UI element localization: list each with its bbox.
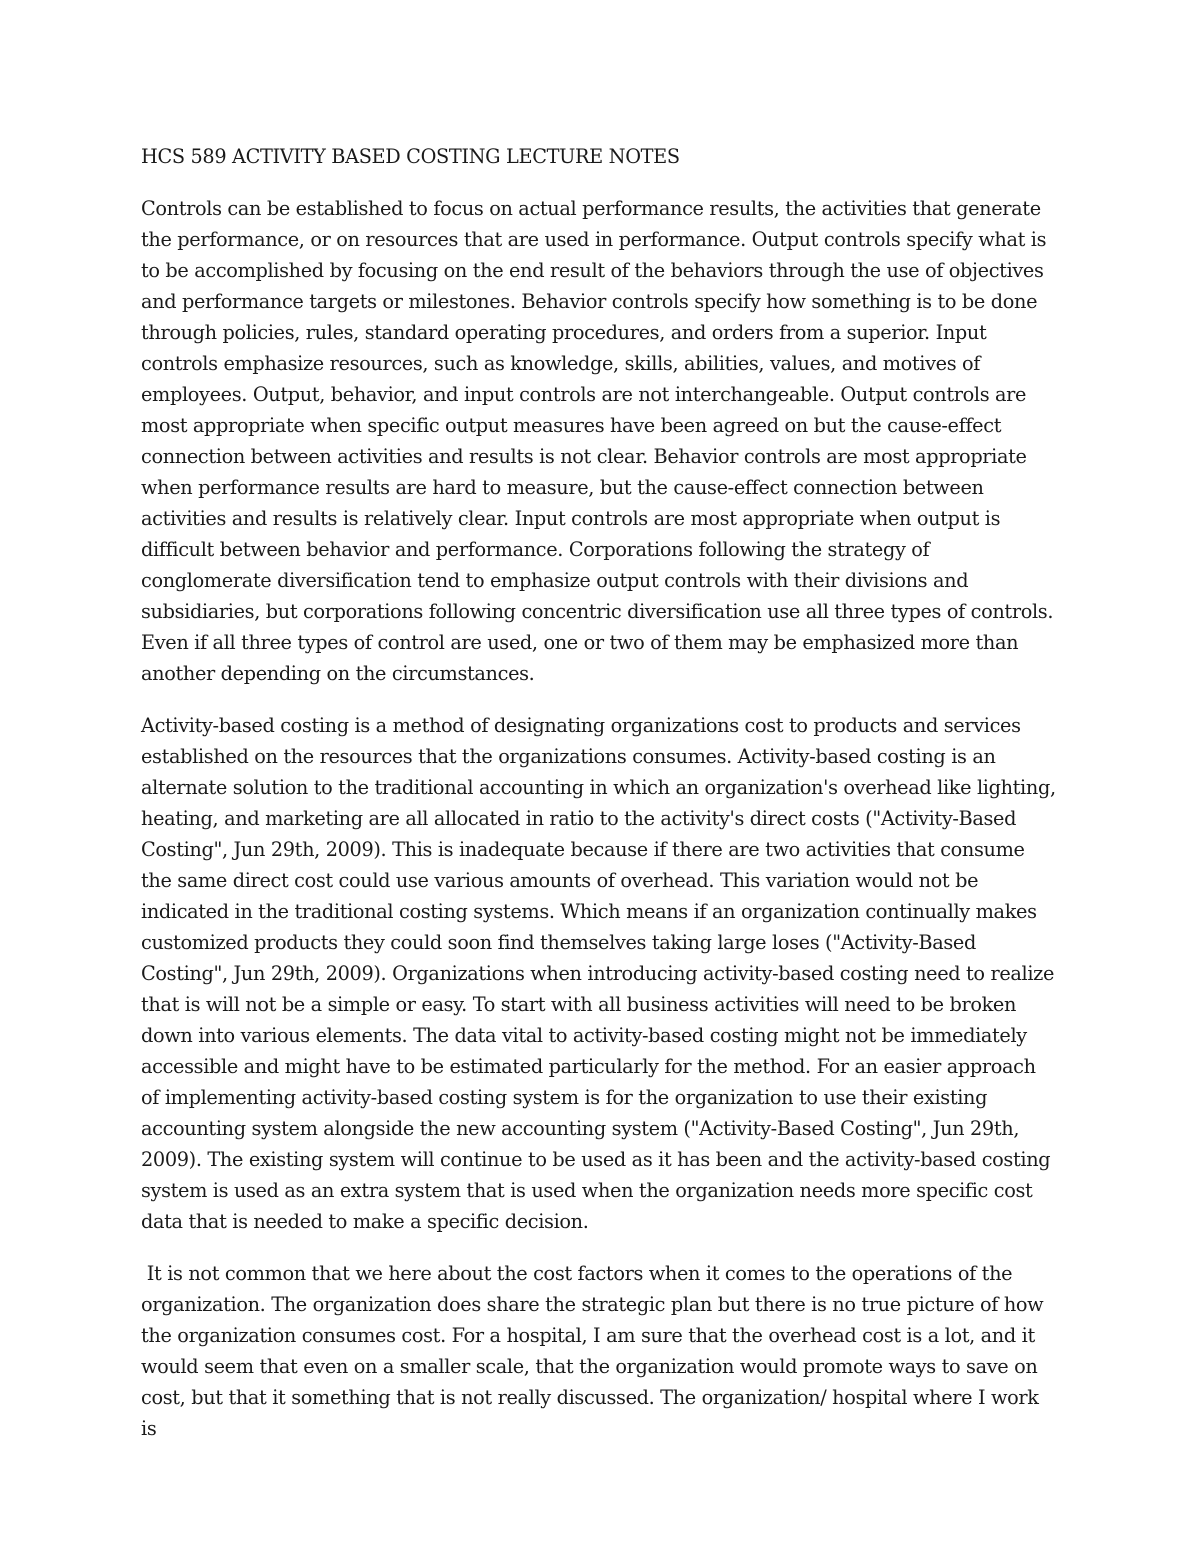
paragraph-activity-based-costing: Activity-based costing is a method of designating organizations cost to products and services established on the resources that the organizations consumes. Activity-based costing is an alternate solution to the traditional accounting in which an organization's overhead like lighting, heating, and marketing are all allocated in ratio to the activity's direct costs ("Activity-Based Costing", Jun 29th, 2009). This is inadequate because if there are two activities that consume the same direct cost could use various amounts of overhead. This variation would not be indicated in the traditional costing systems. Which means if an organization continually makes customized products they could soon find themselves taking large loses ("Activity-Based Costing", Jun 29th, 2009). Organizations when introducing activity-based costing need to realize that is will not be a simple or easy. To start with all business activities will need to be broken down into various elements. The data vital to activity-based costing might not be immediately accessible and might have to be estimated particularly for the method. For an easier approach of implementing activity-based costing system is for the organization to use their existing accounting system alongside the new accounting system ("Activity-Based Costing", Jun 29th, 2009). The existing system will continue to be used as it has been and the activity-based costing system is used as an extra system that is used when the organization needs more specific cost data that is needed to make a specific decision. [141, 714, 1056, 1233]
document-title: HCS 589 ACTIVITY BASED COSTING LECTURE NOTES [141, 145, 680, 168]
paragraph-cost-factors: It is not common that we here about the cost factors when it comes to the operations of the organization. The organization does share the strategic plan but there is no true picture of how the organization consumes cost. For a hospital, I am sure that the overhead cost is a lot, and it would seem that even on a smaller scale, that the organization would promote ways to save on cost, but that it something that is not really discussed. The organization/ hospital where I work is [141, 1262, 1050, 1440]
paragraph-controls: Controls can be established to focus on actual performance results, the activities that generate the performance, or on resources that are used in performance. Output controls specify what is to be accomplished by focusing on the end result of the behaviors through the use of objectives and performance targets or milestones. Behavior controls specify how something is to be done through policies, rules, standard operating procedures, and orders from a superior. Input controls emphasize resources, such as knowledge, skills, abilities, values, and motives of employees. Output, behavior, and input controls are not interchangeable. Output controls are most appropriate when specific output measures have been agreed on but the cause-effect connection between activities and results is not clear. Behavior controls are most appropriate when performance results are hard to measure, but the cause-effect connection between activities and results is relatively clear. Input controls are most appropriate when output is difficult between behavior and performance. Corporations following the strategy of conglomerate diversification tend to emphasize output controls with their divisions and subsidiaries, but corporations following concentric diversification use all three types of controls. Even if all three types of control are used, one or two of them may be emphasized more than another depending on the circumstances. [141, 197, 1054, 685]
document-body [141, 141, 1059, 1465]
